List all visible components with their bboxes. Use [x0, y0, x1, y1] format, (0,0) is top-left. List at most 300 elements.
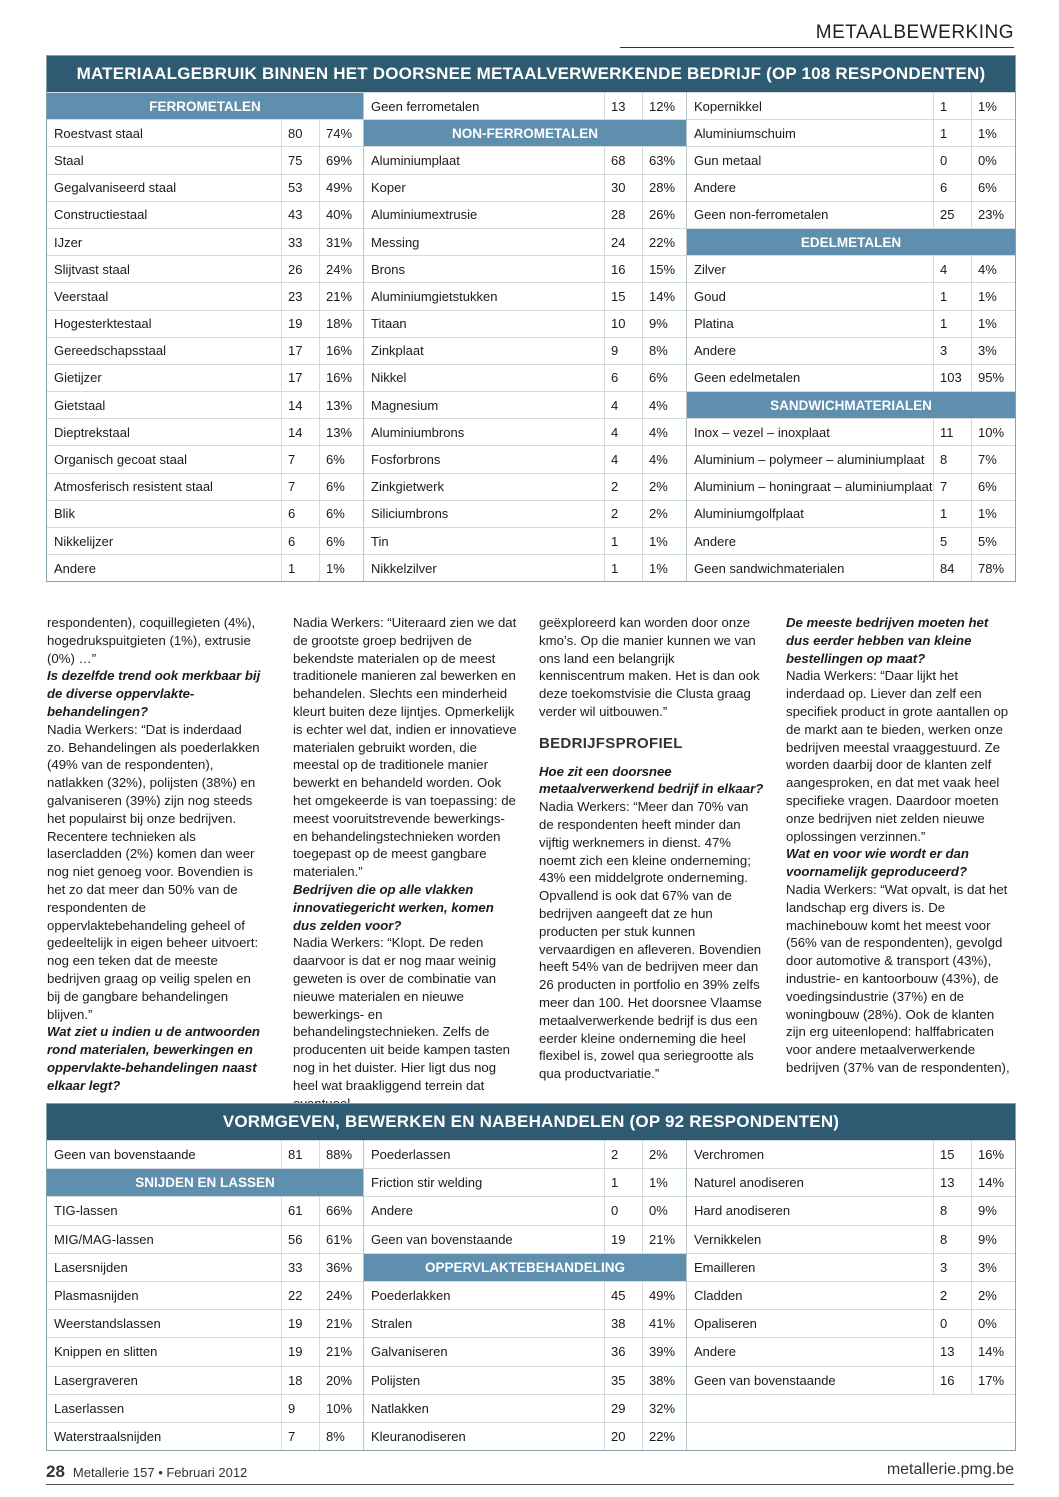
- row-percent: 2%: [971, 1282, 1015, 1309]
- table-row: [47, 310, 363, 337]
- paragraph: geëxploreerd kan worden door onze kmo’s. Op die manier kunnen we van ons land een belangrijk kenniscentrum maken. Het is dan ook deze toekomstvisie die Clusta graag verder wil uitbouwen.”: [539, 615, 760, 719]
- row-label: Aluminiumschuim: [694, 125, 796, 141]
- row-percent: 2%: [642, 501, 686, 527]
- row-label: Geen sandwichmaterialen: [694, 560, 845, 576]
- row-label: Poederlakken: [371, 1288, 451, 1304]
- row-count: 4: [604, 446, 642, 472]
- row-percent: 4%: [642, 446, 686, 472]
- table-row: [687, 1309, 1015, 1337]
- table-row: [47, 282, 363, 309]
- row-label: Veerstaal: [54, 288, 109, 304]
- table-row: [47, 1253, 363, 1281]
- row-count: 4: [604, 392, 642, 418]
- processing-table-columns: [47, 1140, 1015, 1450]
- row-count: 15: [933, 1141, 971, 1168]
- row-label: Aluminium – honingraat – aluminiumplaat: [694, 479, 933, 495]
- processing-table-title: VORMGEVEN, BEWERKEN EN NABEHANDELEN (OP 92 RESPONDENTEN): [47, 1104, 1015, 1140]
- row-percent: 21%: [319, 1310, 363, 1337]
- table-row: [47, 1225, 363, 1253]
- row-label: Nikkelijzer: [54, 533, 114, 549]
- table-column: [363, 1140, 686, 1450]
- row-count: 14: [281, 419, 319, 445]
- row-count: 2: [604, 474, 642, 500]
- row-percent: 9%: [971, 1226, 1015, 1253]
- row-count: 7: [281, 474, 319, 500]
- row-label: Kleuranodiseren: [371, 1428, 466, 1444]
- row-label: Gietstaal: [54, 397, 106, 413]
- row-label: Siliciumbrons: [371, 506, 449, 522]
- row-percent: 17%: [971, 1367, 1015, 1394]
- table-row: [687, 310, 1015, 337]
- row-label: Friction stir welding: [371, 1175, 483, 1191]
- row-label: Aluminium – polymeer – aluminiumplaat: [694, 452, 925, 468]
- row-label: Galvaniseren: [371, 1344, 448, 1360]
- row-percent: 38%: [642, 1367, 686, 1394]
- row-label: Andere: [694, 533, 736, 549]
- row-label: Constructiestaal: [54, 207, 148, 223]
- row-count: 3: [933, 1254, 971, 1281]
- table-row: [364, 1422, 686, 1450]
- row-label: Polijsten: [371, 1372, 421, 1388]
- row-label: Messing: [371, 234, 420, 250]
- row-count: 16: [933, 1367, 971, 1394]
- row-count: 0: [933, 1310, 971, 1337]
- table-column: [686, 1140, 1015, 1450]
- row-count: 81: [281, 1141, 319, 1168]
- row-count: 1: [933, 93, 971, 119]
- table-group-header: SNIJDEN EN LASSEN: [47, 1168, 363, 1196]
- row-label: Gun metaal: [694, 152, 762, 168]
- table-row-empty: [687, 1394, 1015, 1422]
- table-row: [47, 228, 363, 255]
- table-column: [47, 1140, 363, 1450]
- footer-url: metallerie.pmg.be: [886, 1461, 1014, 1478]
- row-count: 8: [933, 446, 971, 472]
- row-count: 30: [604, 175, 642, 201]
- row-count: 7: [281, 446, 319, 472]
- row-count: 13: [933, 1169, 971, 1196]
- table-row: [364, 1394, 686, 1422]
- row-label: Poederlassen: [371, 1147, 451, 1163]
- row-label: Platina: [694, 316, 734, 332]
- row-count: 35: [604, 1367, 642, 1394]
- row-count: 20: [604, 1423, 642, 1450]
- row-count: 10: [604, 311, 642, 337]
- row-label: Lasersnijden: [54, 1259, 128, 1275]
- row-percent: 95%: [971, 365, 1015, 391]
- row-count: 29: [604, 1395, 642, 1422]
- row-count: 1: [933, 283, 971, 309]
- row-label: Kopernikkel: [694, 98, 762, 114]
- row-label: Opaliseren: [694, 1316, 757, 1332]
- row-percent: 6%: [319, 528, 363, 554]
- table-row: [364, 418, 686, 445]
- row-count: 36: [604, 1338, 642, 1365]
- row-percent: 14%: [971, 1169, 1015, 1196]
- row-percent: 66%: [319, 1197, 363, 1224]
- table-row: [364, 500, 686, 527]
- row-percent: 1%: [319, 555, 363, 581]
- row-count: 6: [604, 365, 642, 391]
- table-row: [47, 201, 363, 228]
- row-percent: 4%: [642, 392, 686, 418]
- row-label: Emailleren: [694, 1259, 756, 1275]
- row-count: 80: [281, 120, 319, 146]
- row-label: Cladden: [694, 1288, 743, 1304]
- section-rule: [620, 47, 1014, 48]
- table-column: [686, 92, 1015, 581]
- row-percent: 16%: [319, 365, 363, 391]
- row-count: 1: [933, 120, 971, 146]
- row-percent: 10%: [319, 1395, 363, 1422]
- table-row: [687, 92, 1015, 119]
- row-count: 9: [281, 1395, 319, 1422]
- row-count: 19: [281, 311, 319, 337]
- row-count: 1: [604, 555, 642, 581]
- row-percent: 26%: [642, 202, 686, 228]
- row-percent: 88%: [319, 1141, 363, 1168]
- row-label: TIG-lassen: [54, 1203, 118, 1219]
- row-percent: 9%: [971, 1197, 1015, 1224]
- row-label: Waterstraalsnijden: [54, 1428, 162, 1444]
- row-label: Andere: [694, 1344, 736, 1360]
- row-percent: 61%: [319, 1226, 363, 1253]
- row-label: Naturel anodiseren: [694, 1175, 804, 1191]
- row-label: Staal: [54, 152, 84, 168]
- row-percent: 74%: [319, 120, 363, 146]
- row-count: 45: [604, 1282, 642, 1309]
- row-label: Goud: [694, 288, 726, 304]
- table-row: [364, 228, 686, 255]
- table-row: [47, 1422, 363, 1450]
- table-row: [364, 364, 686, 391]
- row-label: Koper: [371, 180, 406, 196]
- row-percent: 31%: [319, 229, 363, 255]
- paragraph: respondenten), coquillegieten (4%), hogedrukspuitgieten (1%), extrusie (0%) …”: [47, 615, 256, 666]
- table-row: [687, 146, 1015, 173]
- row-label: Vernikkelen: [694, 1231, 762, 1247]
- row-count: 5: [933, 528, 971, 554]
- interview-question: Wat ziet u indien u de antwoorden rond materialen, bewerkingen en oppervlakte-behandelingen naast elkaar legt?: [47, 1024, 260, 1093]
- table-row: [687, 1225, 1015, 1253]
- row-percent: 13%: [319, 392, 363, 418]
- row-count: 4: [933, 256, 971, 282]
- table-row: [364, 146, 686, 173]
- row-count: 61: [281, 1197, 319, 1224]
- table-row: [47, 174, 363, 201]
- row-percent: 49%: [642, 1282, 686, 1309]
- row-percent: 1%: [971, 311, 1015, 337]
- table-row: [47, 500, 363, 527]
- row-label: Andere: [694, 180, 736, 196]
- table-row: [364, 174, 686, 201]
- row-count: 17: [281, 338, 319, 364]
- row-count: 103: [933, 365, 971, 391]
- row-percent: 3%: [971, 338, 1015, 364]
- row-count: 6: [281, 528, 319, 554]
- row-percent: 2%: [642, 474, 686, 500]
- materials-table-columns: [47, 92, 1015, 581]
- row-percent: 13%: [319, 419, 363, 445]
- table-row: [364, 1281, 686, 1309]
- row-percent: 7%: [971, 446, 1015, 472]
- row-percent: 21%: [319, 283, 363, 309]
- row-count: 8: [933, 1197, 971, 1224]
- article-col-1: [47, 614, 262, 1093]
- table-row: [687, 554, 1015, 581]
- table-row: [47, 1337, 363, 1365]
- row-percent: 1%: [642, 555, 686, 581]
- row-label: Magnesium: [371, 397, 439, 413]
- table-row: [47, 418, 363, 445]
- row-percent: 32%: [642, 1395, 686, 1422]
- table-row: [47, 445, 363, 472]
- table-row: [687, 500, 1015, 527]
- table-row: [47, 473, 363, 500]
- table-row: [687, 445, 1015, 472]
- row-percent: 49%: [319, 175, 363, 201]
- page-number: 28: [46, 1462, 65, 1481]
- footer-rule: [46, 1484, 1014, 1485]
- table-row: [687, 119, 1015, 146]
- interview-question: Wat en voor wie wordt er dan voornamelijk geproduceerd?: [786, 846, 969, 880]
- table-row: [687, 1168, 1015, 1196]
- row-count: 1: [933, 311, 971, 337]
- row-count: 8: [933, 1226, 971, 1253]
- table-row: [364, 1337, 686, 1365]
- row-count: 14: [281, 392, 319, 418]
- row-count: 1: [281, 555, 319, 581]
- article-col-3: [539, 614, 764, 1084]
- row-count: 19: [281, 1338, 319, 1365]
- row-count: 3: [933, 338, 971, 364]
- row-label: Atmosferisch resistent staal: [54, 479, 213, 495]
- row-percent: 0%: [642, 1197, 686, 1224]
- row-count: 43: [281, 202, 319, 228]
- row-count: 38: [604, 1310, 642, 1337]
- row-percent: 2%: [642, 1141, 686, 1168]
- subheading: BEDRIJFSPROFIEL: [539, 734, 683, 752]
- row-percent: 4%: [642, 419, 686, 445]
- table-row: [47, 554, 363, 581]
- row-count: 2: [604, 1141, 642, 1168]
- row-label: Gereedschapsstaal: [54, 343, 167, 359]
- row-label: Andere: [54, 560, 96, 576]
- row-percent: 1%: [642, 1169, 686, 1196]
- row-label: Zilver: [694, 261, 726, 277]
- table-row: [47, 1394, 363, 1422]
- row-count: 19: [281, 1310, 319, 1337]
- row-percent: 12%: [642, 93, 686, 119]
- row-label: Knippen en slitten: [54, 1344, 158, 1360]
- row-count: 22: [281, 1282, 319, 1309]
- paragraph: Nadia Werkers: “Meer dan 70% van de respondenten heeft minder dan vijftig werknemers in dienst. 47% noemt zich een kleine onderneming; 43% een middelgrote onderneming. Opvallend is ook dat 67% van de bedrijven aangeeft dat ze hun producten per stuk kunnen vervaardigen en afleveren. Bovendien heeft 54% van de bedrijven meer dan 26 producten in portfolio en 39% zelfs meer dan 100. Het doorsnee Vlaamse metaalverwerkende bedrijf is dus een eerder kleine onderneming die heel flexibel is, zowel qua seriegrootte als qua productvariatie.”: [539, 799, 762, 1082]
- row-label: Geen non-ferrometalen: [694, 207, 829, 223]
- row-percent: 18%: [319, 311, 363, 337]
- row-percent: 0%: [971, 1310, 1015, 1337]
- row-percent: 78%: [971, 555, 1015, 581]
- row-label: Aluminiumextrusie: [371, 207, 478, 223]
- row-label: Aluminiumgolfplaat: [694, 506, 804, 522]
- row-label: Organisch gecoat staal: [54, 452, 187, 468]
- row-label: Geen van bovenstaande: [694, 1372, 836, 1388]
- table-row: [364, 337, 686, 364]
- materials-table-title: MATERIAALGEBRUIK BINNEN HET DOORSNEE METAALVERWERKENDE BEDRIJF (OP 108 RESPONDENTEN): [47, 56, 1015, 92]
- row-label: Zinkgietwerk: [371, 479, 444, 495]
- row-count: 0: [933, 147, 971, 173]
- table-row: [364, 201, 686, 228]
- row-count: 33: [281, 229, 319, 255]
- row-count: 9: [604, 338, 642, 364]
- table-row: [687, 255, 1015, 282]
- row-percent: 41%: [642, 1310, 686, 1337]
- row-label: Zinkplaat: [371, 343, 424, 359]
- table-row: [687, 1281, 1015, 1309]
- row-count: 11: [933, 419, 971, 445]
- row-percent: 6%: [971, 175, 1015, 201]
- row-count: 24: [604, 229, 642, 255]
- row-label: MIG/MAG-lassen: [54, 1231, 154, 1247]
- table-row: [364, 391, 686, 418]
- row-percent: 21%: [319, 1338, 363, 1365]
- row-label: Hard anodiseren: [694, 1203, 791, 1219]
- row-label: Geen edelmetalen: [694, 370, 801, 386]
- article-col-4: [786, 614, 1010, 1084]
- interview-question: Hoe zit een doorsnee metaalverwerkend bedrijf in elkaar?: [539, 763, 764, 797]
- row-percent: 3%: [971, 1254, 1015, 1281]
- materials-table: [46, 55, 1016, 582]
- row-count: 7: [933, 474, 971, 500]
- row-label: Andere: [694, 343, 736, 359]
- table-column: [363, 92, 686, 581]
- paragraph: Nadia Werkers: “Wat opvalt, is dat het landschap erg divers is. De machinebouw komt het meest voor (56% van de respondenten), gevolgd door automotive & transport (43%), industrie- en kantoorbouw (43%), de voedingsindustrie (37%) en de woningbouw (28%). Ook de klanten zijn erg uiteenlopend: halffabricaten voor andere metaalverwerkende bedrijven (37% van de respondenten),: [786, 881, 1010, 1075]
- row-count: 17: [281, 365, 319, 391]
- table-row: [687, 282, 1015, 309]
- row-percent: 16%: [971, 1141, 1015, 1168]
- row-percent: 9%: [642, 311, 686, 337]
- row-label: Slijtvast staal: [54, 261, 130, 277]
- row-percent: 14%: [642, 283, 686, 309]
- row-label: Aluminiumbrons: [371, 424, 465, 440]
- row-count: 68: [604, 147, 642, 173]
- table-row: [687, 1140, 1015, 1168]
- row-label: Stralen: [371, 1316, 413, 1332]
- row-label: Plasmasnijden: [54, 1288, 139, 1304]
- table-row: [687, 473, 1015, 500]
- table-row: [687, 337, 1015, 364]
- row-percent: 1%: [642, 528, 686, 554]
- row-count: 2: [604, 501, 642, 527]
- row-percent: 21%: [642, 1226, 686, 1253]
- row-percent: 0%: [971, 147, 1015, 173]
- row-label: Nikkelzilver: [371, 560, 437, 576]
- paragraph: Nadia Werkers: “Klopt. De reden daarvoor is dat er nog maar weinig geweten is over de combinatie van nieuwe materialen en nieuwe bewerkings- en behandelingstechnieken. Zelfs de producenten uit beide kampen tasten nog in het duister. Hier ligt dus nog heel wat braakliggend terrein dat: [293, 935, 511, 1093]
- table-group-header: EDELMETALEN: [687, 228, 1015, 255]
- row-count: 6: [281, 501, 319, 527]
- row-percent: 24%: [319, 256, 363, 282]
- row-percent: 63%: [642, 147, 686, 173]
- table-row: [47, 255, 363, 282]
- row-label: Tin: [371, 533, 389, 549]
- row-count: 28: [604, 202, 642, 228]
- table-column: [47, 92, 363, 581]
- row-count: 16: [604, 256, 642, 282]
- row-count: 53: [281, 175, 319, 201]
- row-percent: 10%: [971, 419, 1015, 445]
- row-label: Brons: [371, 261, 405, 277]
- footer-left: [46, 1462, 247, 1482]
- row-count: 0: [604, 1197, 642, 1224]
- table-row: [364, 1366, 686, 1394]
- row-label: Titaan: [371, 316, 407, 332]
- row-label: Gietijzer: [54, 370, 102, 386]
- row-percent: 6%: [642, 365, 686, 391]
- row-label: Blik: [54, 506, 75, 522]
- table-row: [364, 1168, 686, 1196]
- row-count: 7: [281, 1423, 319, 1450]
- row-count: 1: [604, 528, 642, 554]
- row-label: IJzer: [54, 234, 83, 250]
- row-percent: 1%: [971, 93, 1015, 119]
- table-row: [47, 119, 363, 146]
- table-row: [364, 255, 686, 282]
- table-row: [364, 1196, 686, 1224]
- table-row: [364, 445, 686, 472]
- row-label: Aluminiumplaat: [371, 152, 460, 168]
- table-group-header: OPPERVLAKTEBEHANDELING: [364, 1253, 686, 1281]
- table-row: [364, 1140, 686, 1168]
- table-row: [687, 1366, 1015, 1394]
- row-count: 15: [604, 283, 642, 309]
- row-count: 1: [604, 1169, 642, 1196]
- table-row: [47, 527, 363, 554]
- table-row: [47, 1196, 363, 1224]
- row-percent: 69%: [319, 147, 363, 173]
- table-row: [687, 201, 1015, 228]
- row-percent: 6%: [319, 501, 363, 527]
- row-count: 33: [281, 1254, 319, 1281]
- table-row: [364, 1309, 686, 1337]
- row-percent: 1%: [971, 283, 1015, 309]
- row-label: Natlakken: [371, 1400, 429, 1416]
- row-count: 18: [281, 1367, 319, 1394]
- table-row: [364, 473, 686, 500]
- table-row: [364, 310, 686, 337]
- row-count: 19: [604, 1226, 642, 1253]
- table-row: [687, 1253, 1015, 1281]
- paragraph: Nadia Werkers: “Uiteraard zien we dat de grootste groep bedrijven de bekendste materialen op de meest traditionele manieren zal bewerken en behandelen. Slechts een minderheid kleurt buiten deze lijntjes. Opmerkelijk is echter wel dat, indien er innovatieve materialen gebruikt worden, die meestal op de traditionele manier bewerkt en behandeld worden. Ook het omgekeerde is van toepassing: de meest vooruitstrevende bewerkings- en behandelingstechnieken worden toegepast op de meest gangbare materialen.”: [293, 615, 517, 880]
- row-label: Nikkel: [371, 370, 407, 386]
- table-row: [47, 364, 363, 391]
- table-group-header: NON-FERROMETALEN: [364, 119, 686, 146]
- row-percent: 5%: [971, 528, 1015, 554]
- row-count: 4: [604, 419, 642, 445]
- row-percent: 36%: [319, 1254, 363, 1281]
- table-row-empty: [687, 1422, 1015, 1450]
- row-label: Verchromen: [694, 1147, 765, 1163]
- row-percent: 14%: [971, 1338, 1015, 1365]
- row-count: 6: [933, 175, 971, 201]
- interview-question: Is dezelfde trend ook merkbaar bij de diverse oppervlakte-behandelingen?: [47, 668, 261, 719]
- row-label: Fosforbrons: [371, 452, 441, 468]
- row-label: Laserlassen: [54, 1400, 125, 1416]
- row-count: 84: [933, 555, 971, 581]
- interview-question: Bedrijven die op alle vlakken innovatiegericht werken, komen dus zelden voor?: [293, 881, 494, 933]
- row-percent: 1%: [971, 120, 1015, 146]
- section-label: METAALBEWERKING: [815, 22, 1014, 43]
- row-label: Roestvast staal: [54, 125, 143, 141]
- row-count: 75: [281, 147, 319, 173]
